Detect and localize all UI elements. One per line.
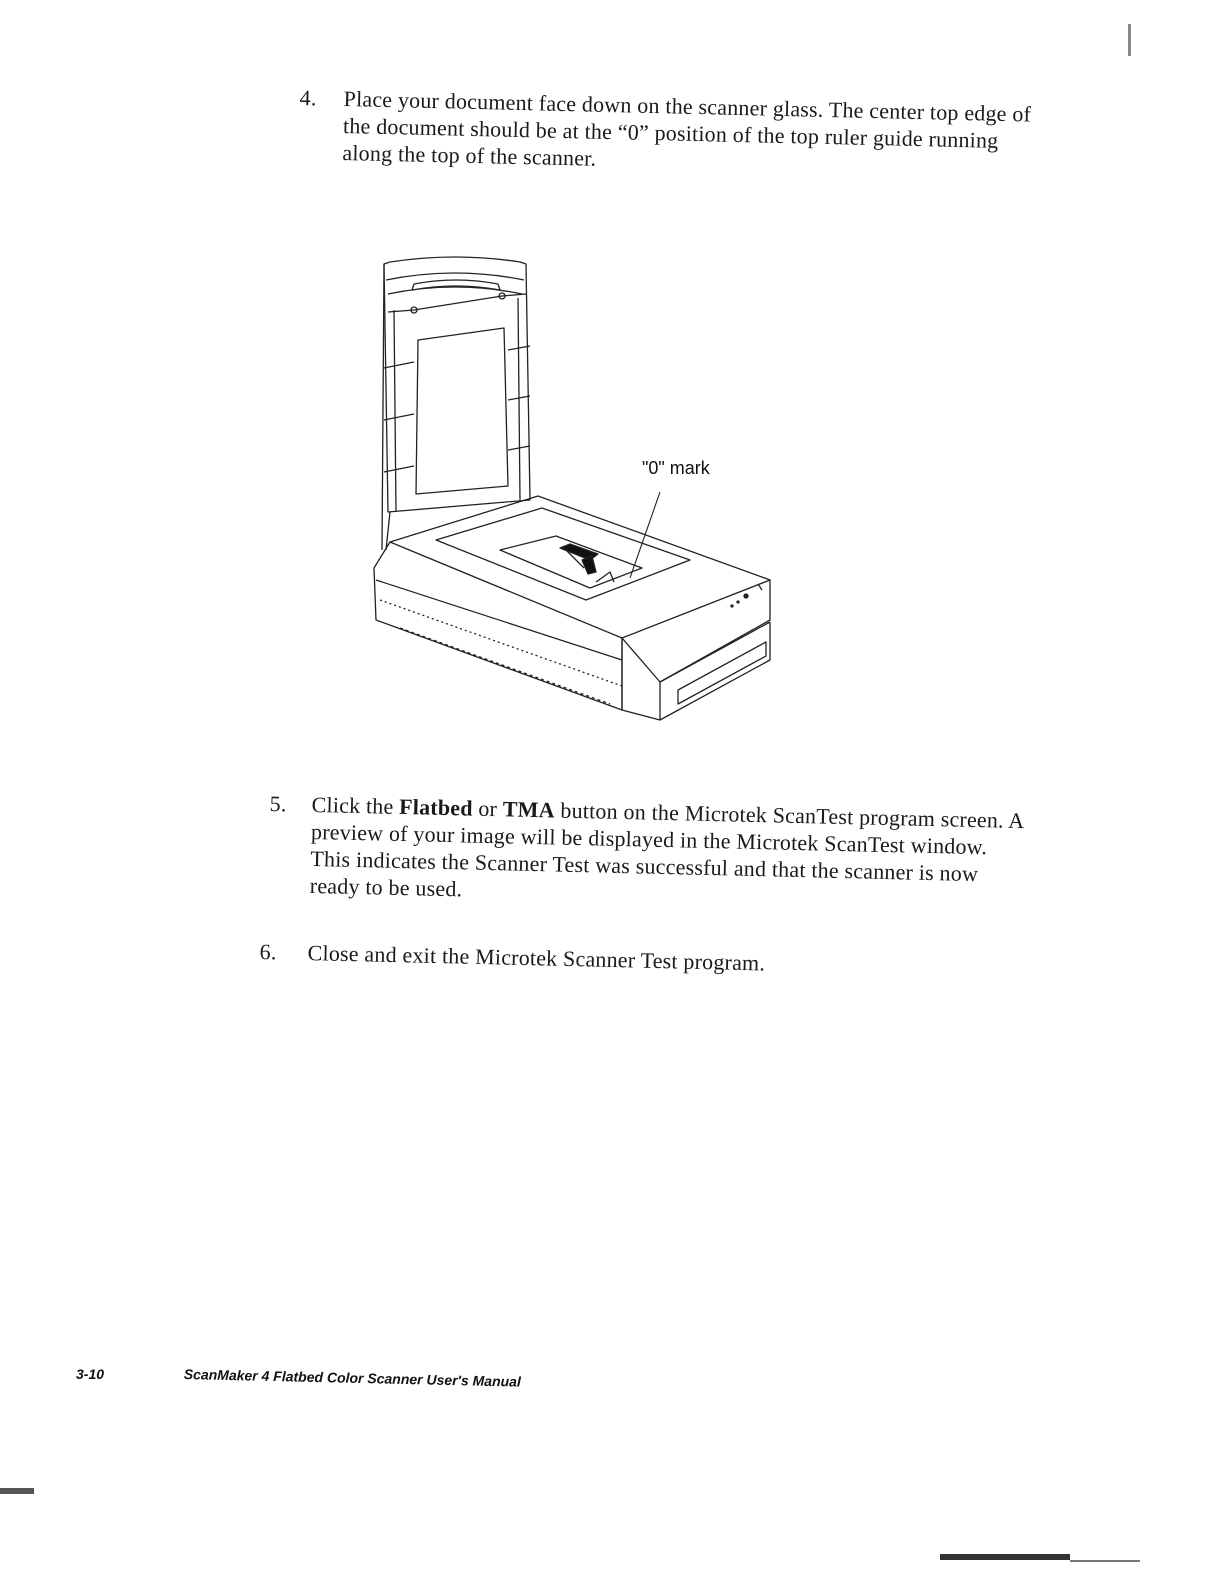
zero-mark-callout: "0" mark xyxy=(642,458,710,478)
step-5-number: 5. xyxy=(269,790,287,817)
step-4-text: Place your document face down on the scanner glass. The center top edge of the document should be at the “0” position of the top ruler guide running along the top of the scanner. xyxy=(342,85,1032,171)
step-6-number: 6. xyxy=(259,938,277,965)
footer-manual-title: ScanMaker 4 Flatbed Color Scanner User's Manual xyxy=(183,1366,522,1390)
step-5-text-post: button on the Microtek ScanTest program screen. A preview of your image will be displayed in the Microtek ScanTest window. This indicates the Scanner Test was successful and that the scanner is now ready to be used. xyxy=(309,797,1024,902)
step-5-text-pre: Click the xyxy=(311,791,400,819)
step-4-number: 4. xyxy=(299,84,317,111)
step-5-text-mid: or xyxy=(472,795,504,822)
step-6 xyxy=(259,938,1040,976)
step-4 xyxy=(299,84,1060,171)
scan-artifact-bottom-right xyxy=(940,1554,1070,1560)
scan-artifact-bottom-left xyxy=(0,1488,34,1494)
footer-page-number: 3-10 xyxy=(76,1366,105,1382)
scanner-drawing xyxy=(360,250,800,730)
step-6-text: Close and exit the Microtek Scanner Test program. xyxy=(307,940,766,976)
scan-artifact-top-right xyxy=(1128,24,1131,56)
step-5-text xyxy=(310,791,1032,915)
step-5 xyxy=(269,790,1050,902)
scanner-illustration xyxy=(360,250,800,730)
scan-artifact-bottom-right-tail xyxy=(1070,1560,1140,1562)
tma-label: TMA xyxy=(502,796,556,823)
flatbed-label: Flatbed xyxy=(398,793,473,821)
